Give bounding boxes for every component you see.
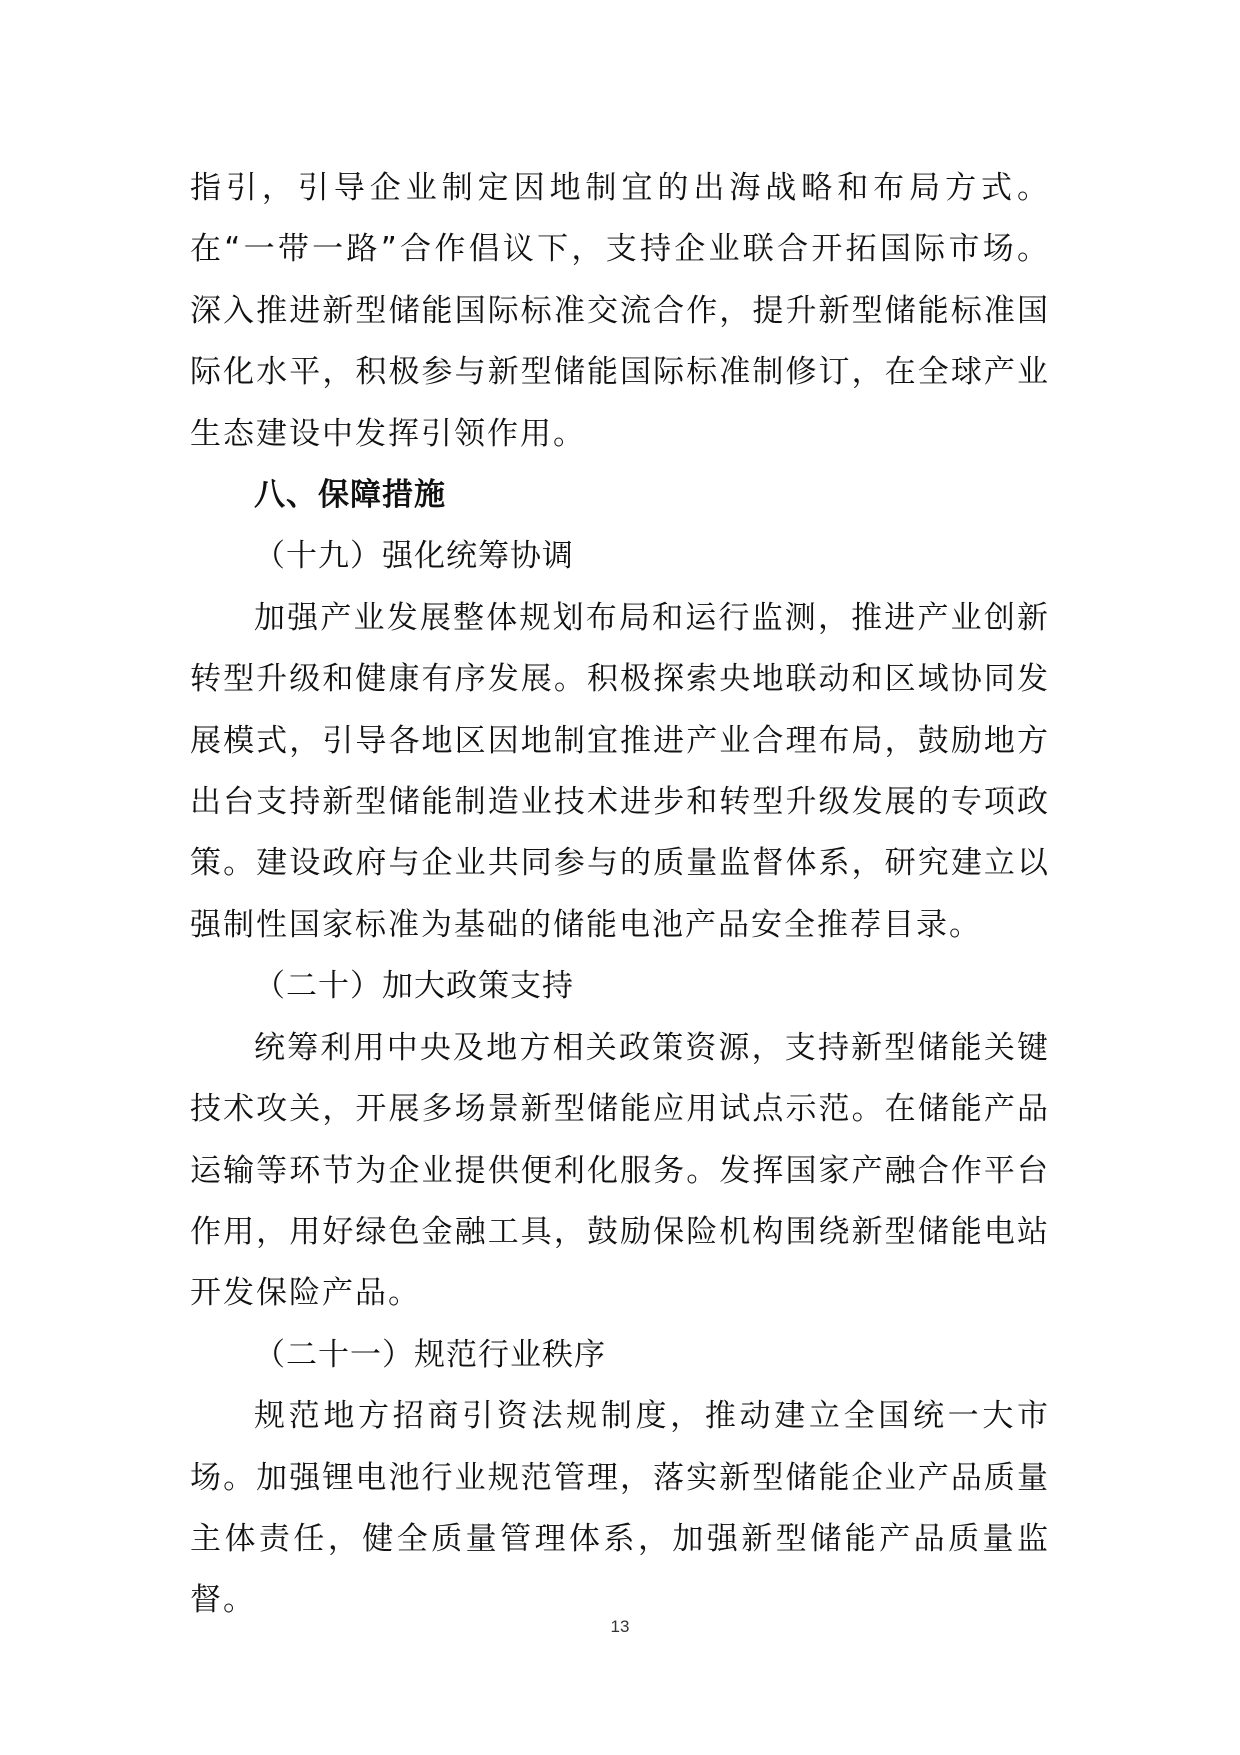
section-heading: 八、保障措施 <box>254 477 446 514</box>
document-body <box>190 158 1050 1632</box>
page-number: 13 <box>610 1617 630 1636</box>
paragraph-19: 加强产业发展整体规划布局和运行监测，推进产业创新转型升级和健康有序发展。积极探索央地联动和区域协同发展模式，引导各地区因地制宜推进产业合理布局，鼓励地方出台支持新型储能制造业技术进步和转型升级发展的专项政策。建设政府与企业共同参与的质量监督体系，研究建立以强制性国家标准为基础的储能电池产品安全推荐目录。 <box>190 599 1050 943</box>
paragraph-21: 规范地方招商引资法规制度，推动建立全国统一大市场。加强锂电池行业规范管理，落实新型储能企业产品质量主体责任，健全质量管理体系，加强新型储能产品质量监督。 <box>190 1398 1050 1619</box>
paragraph-continued: 指引，引导企业制定因地制宜的出海战略和布局方式。在“一带一路”合作倡议下，支持企业联合开拓国际市场。深入推进新型储能国际标准交流合作，提升新型储能标准国际化水平，积极参与新型储能国际标准制修订，在全球产业生态建设中发挥引领作用。 <box>190 170 1050 452</box>
paragraph-20: 统筹利用中央及地方相关政策资源，支持新型储能关键技术攻关，开展多场景新型储能应用试点示范。在储能产品运输等环节为企业提供便利化服务。发挥国家产融合作平台作用，用好绿色金融工具，鼓励保险机构围绕新型储能电站开发保险产品。 <box>190 1029 1050 1312</box>
subsection-heading-21: （二十一）规范行业秩序 <box>254 1336 606 1373</box>
subsection-heading-19: （十九）强化统筹协调 <box>254 538 574 575</box>
subsection-heading-20: （二十）加大政策支持 <box>254 968 574 1005</box>
